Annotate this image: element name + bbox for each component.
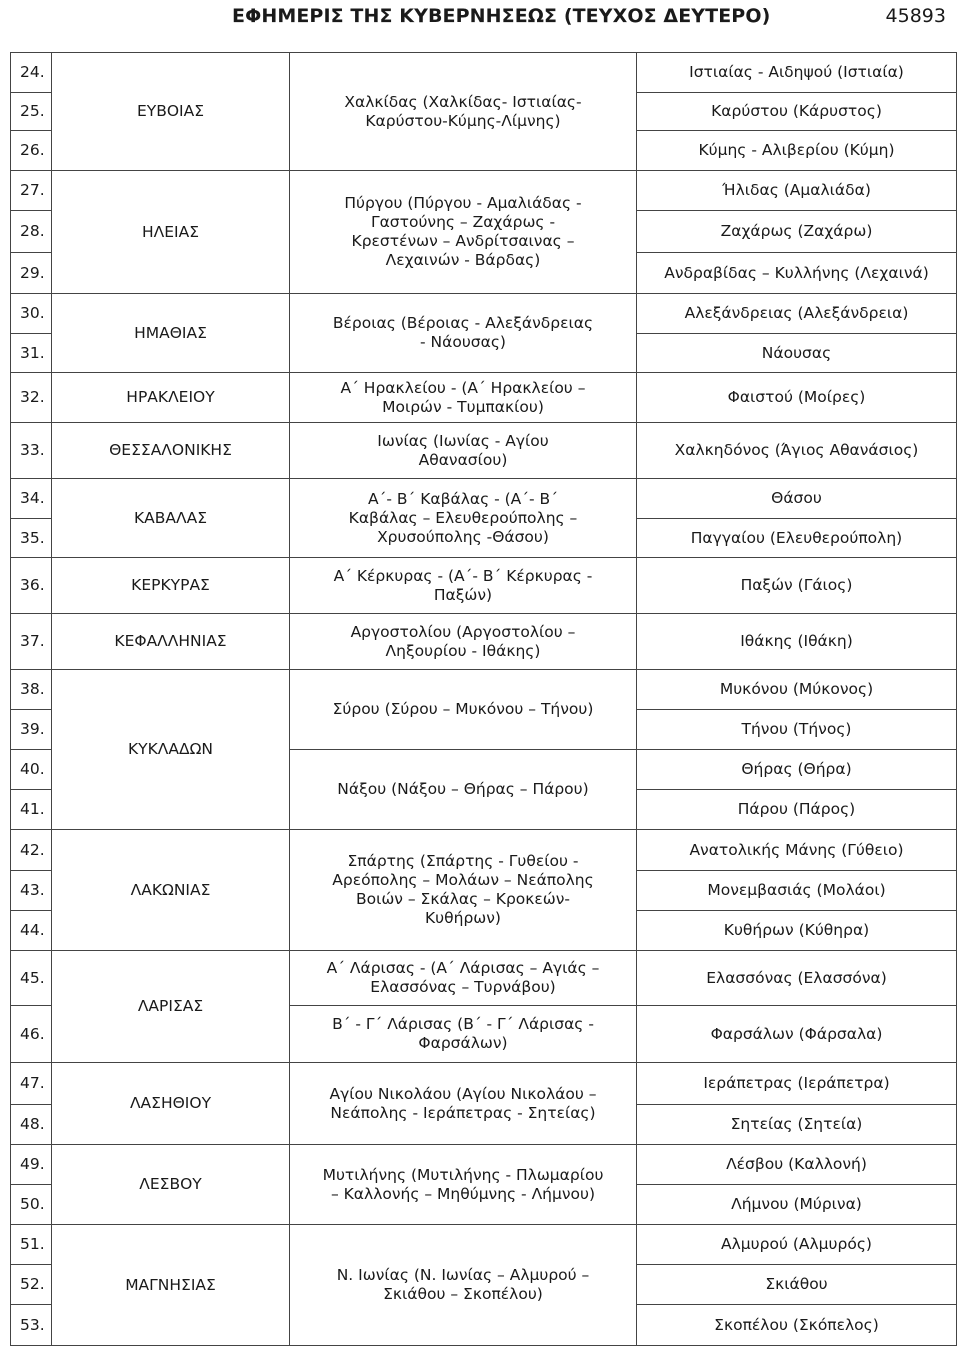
table-row (11, 951, 957, 1006)
magistrate-court-cell: Ιεράπετρας (Ιεράπετρα) (637, 1063, 957, 1105)
magistrate-court-cell: Πάρου (Πάρος) (637, 790, 957, 830)
table-row (11, 373, 957, 423)
magistrate-court-cell: Φαρσάλων (Φάρσαλα) (637, 1006, 957, 1063)
magistrate-court-cell: Ανδραβίδας – Κυλλήνης (Λεχαινά) (637, 253, 957, 294)
row-number: 30. (11, 294, 52, 334)
magistrate-court-cell: Νάουσας (637, 334, 957, 373)
row-number: 31. (11, 334, 52, 373)
row-number: 29. (11, 253, 52, 294)
magistrate-court-cell: Λέσβου (Καλλονή) (637, 1145, 957, 1185)
row-number: 51. (11, 1225, 52, 1265)
row-number: 47. (11, 1063, 52, 1105)
page-header (0, 0, 960, 34)
row-number: 32. (11, 373, 52, 423)
row-number: 40. (11, 750, 52, 790)
magistrate-court-cell: Ιθάκης (Ιθάκη) (637, 614, 957, 670)
court-of-first-instance-cell: Αργοστολίου (Αργοστολίου – Ληξουρίου - Ιθάκης) (290, 614, 637, 670)
court-of-first-instance-cell: Βέροιας (Βέροιας - Αλεξάνδρειας - Νάουσας) (290, 294, 637, 373)
court-of-first-instance-cell: Σύρου (Σύρου – Μυκόνου – Τήνου) (290, 670, 637, 750)
magistrate-court-cell: Καρύστου (Κάρυστος) (637, 93, 957, 131)
row-number: 45. (11, 951, 52, 1006)
table-row (11, 479, 957, 519)
table-row (11, 1063, 957, 1105)
magistrate-court-cell: Αλμυρού (Αλμυρός) (637, 1225, 957, 1265)
magistrate-court-cell: Ζαχάρως (Ζαχάρω) (637, 211, 957, 253)
table-row (11, 171, 957, 211)
courts-table-body (11, 53, 957, 1346)
courts-table (10, 52, 957, 1346)
table-row (11, 423, 957, 479)
court-of-first-instance-cell: Νάξου (Νάξου – Θήρας – Πάρου) (290, 750, 637, 830)
magistrate-court-cell: Αλεξάνδρειας (Αλεξάνδρεια) (637, 294, 957, 334)
magistrate-court-cell: Παγγαίου (Ελευθερούπολη) (637, 519, 957, 558)
court-of-first-instance-cell: Α΄ Κέρκυρας - (Α΄- Β΄ Κέρκυρας - Παξών) (290, 558, 637, 614)
courts-table-wrapper (10, 52, 956, 1354)
magistrate-court-cell: Λήμνου (Μύρινα) (637, 1185, 957, 1225)
magistrate-court-cell: Ήλιδας (Αμαλιάδα) (637, 171, 957, 211)
magistrate-court-cell: Παξών (Γάιος) (637, 558, 957, 614)
magistrate-court-cell: Φαιστού (Μοίρες) (637, 373, 957, 423)
row-number: 52. (11, 1265, 52, 1305)
table-row (11, 53, 957, 93)
row-number: 36. (11, 558, 52, 614)
prefecture-cell: ΘΕΣΣΑΛΟΝΙΚΗΣ (52, 423, 290, 479)
magistrate-court-cell: Μονεμβασιάς (Μολάοι) (637, 871, 957, 911)
magistrate-court-cell: Τήνου (Τήνος) (637, 710, 957, 750)
table-row (11, 830, 957, 871)
court-of-first-instance-cell: Αγίου Νικολάου (Αγίου Νικολάου – Νεάπολης - Ιεράπετρας - Σητείας) (290, 1063, 637, 1145)
gazette-title: ΕΦΗΜΕΡΙΣ ΤΗΣ ΚΥΒΕΡΝΗΣΕΩΣ (ΤΕΥΧΟΣ ΔΕΥΤΕΡΟ) (232, 5, 771, 27)
magistrate-court-cell: Κυθήρων (Κύθηρα) (637, 911, 957, 951)
magistrate-court-cell: Μυκόνου (Μύκονος) (637, 670, 957, 710)
table-row (11, 558, 957, 614)
court-of-first-instance-cell: Β΄ - Γ΄ Λάρισας (Β΄ - Γ΄ Λάρισας - Φαρσάλων) (290, 1006, 637, 1063)
row-number: 44. (11, 911, 52, 951)
prefecture-cell: ΛΕΣΒΟΥ (52, 1145, 290, 1225)
court-of-first-instance-cell: Χαλκίδας (Χαλκίδας- Ιστιαίας- Καρύστου-Κύμης-Λίμνης) (290, 53, 637, 171)
magistrate-court-cell: Ελασσόνας (Ελασσόνα) (637, 951, 957, 1006)
magistrate-court-cell: Σκοπέλου (Σκόπελος) (637, 1305, 957, 1346)
magistrate-court-cell: Κύμης - Αλιβερίου (Κύμη) (637, 131, 957, 171)
table-row (11, 614, 957, 670)
prefecture-cell: ΛΑΣΗΘΙΟΥ (52, 1063, 290, 1145)
row-number: 33. (11, 423, 52, 479)
prefecture-cell: ΚΕΡΚΥΡΑΣ (52, 558, 290, 614)
row-number: 34. (11, 479, 52, 519)
court-of-first-instance-cell: Μυτιλήνης (Μυτιλήνης - Πλωμαρίου – Καλλονής – Μηθύμνης - Λήμνου) (290, 1145, 637, 1225)
court-of-first-instance-cell: Α΄ Ηρακλείου - (Α΄ Ηρακλείου – Μοιρών - Τυμπακίου) (290, 373, 637, 423)
row-number: 39. (11, 710, 52, 750)
row-number: 26. (11, 131, 52, 171)
magistrate-court-cell: Χαλκηδόνος (Άγιος Αθανάσιος) (637, 423, 957, 479)
prefecture-cell: ΚΥΚΛΑΔΩΝ (52, 670, 290, 830)
prefecture-cell: ΗΛΕΙΑΣ (52, 171, 290, 294)
court-of-first-instance-cell: Πύργου (Πύργου - Αμαλιάδας - Γαστούνης – Ζαχάρως - Κρεστένων – Ανδρίτσαινας – Λεχαινών - Βάρδας) (290, 171, 637, 294)
magistrate-court-cell: Σκιάθου (637, 1265, 957, 1305)
court-of-first-instance-cell: Ιωνίας (Ιωνίας - Αγίου Αθανασίου) (290, 423, 637, 479)
prefecture-cell: ΗΡΑΚΛΕΙΟΥ (52, 373, 290, 423)
row-number: 24. (11, 53, 52, 93)
row-number: 53. (11, 1305, 52, 1346)
magistrate-court-cell: Ιστιαίας - Αιδηψού (Ιστιαία) (637, 53, 957, 93)
row-number: 41. (11, 790, 52, 830)
row-number: 50. (11, 1185, 52, 1225)
prefecture-cell: ΕΥΒΟΙΑΣ (52, 53, 290, 171)
row-number: 27. (11, 171, 52, 211)
row-number: 25. (11, 93, 52, 131)
row-number: 38. (11, 670, 52, 710)
prefecture-cell: ΗΜΑΘΙΑΣ (52, 294, 290, 373)
row-number: 37. (11, 614, 52, 670)
court-of-first-instance-cell: Ν. Ιωνίας (Ν. Ιωνίας – Αλμυρού – Σκιάθου – Σκοπέλου) (290, 1225, 637, 1346)
prefecture-cell: ΛΑΚΩΝΙΑΣ (52, 830, 290, 951)
magistrate-court-cell: Σητείας (Σητεία) (637, 1105, 957, 1145)
magistrate-court-cell: Ανατολικής Μάνης (Γύθειο) (637, 830, 957, 871)
row-number: 49. (11, 1145, 52, 1185)
row-number: 28. (11, 211, 52, 253)
prefecture-cell: ΚΕΦΑΛΛΗΝΙΑΣ (52, 614, 290, 670)
prefecture-cell: ΜΑΓΝΗΣΙΑΣ (52, 1225, 290, 1346)
table-row (11, 1225, 957, 1265)
row-number: 42. (11, 830, 52, 871)
row-number: 43. (11, 871, 52, 911)
magistrate-court-cell: Θήρας (Θήρα) (637, 750, 957, 790)
prefecture-cell: ΛΑΡΙΣΑΣ (52, 951, 290, 1063)
table-row (11, 294, 957, 334)
court-of-first-instance-cell: Α΄ Λάρισας - (Α΄ Λάρισας – Αγιάς – Ελασσόνας – Τυρνάβου) (290, 951, 637, 1006)
page-number: 45893 (885, 5, 946, 27)
table-row (11, 1145, 957, 1185)
prefecture-cell: ΚΑΒΑΛΑΣ (52, 479, 290, 558)
court-of-first-instance-cell: Α΄- Β΄ Καβάλας - (Α΄- Β΄ Καβάλας – Ελευθερούπολης – Χρυσούπολης -Θάσου) (290, 479, 637, 558)
table-row (11, 670, 957, 710)
row-number: 35. (11, 519, 52, 558)
row-number: 46. (11, 1006, 52, 1063)
row-number: 48. (11, 1105, 52, 1145)
magistrate-court-cell: Θάσου (637, 479, 957, 519)
court-of-first-instance-cell: Σπάρτης (Σπάρτης - Γυθείου - Αρεόπολης – Μολάων – Νεάπολης Βοιών – Σκάλας – Κροκεών- Κυθήρων) (290, 830, 637, 951)
